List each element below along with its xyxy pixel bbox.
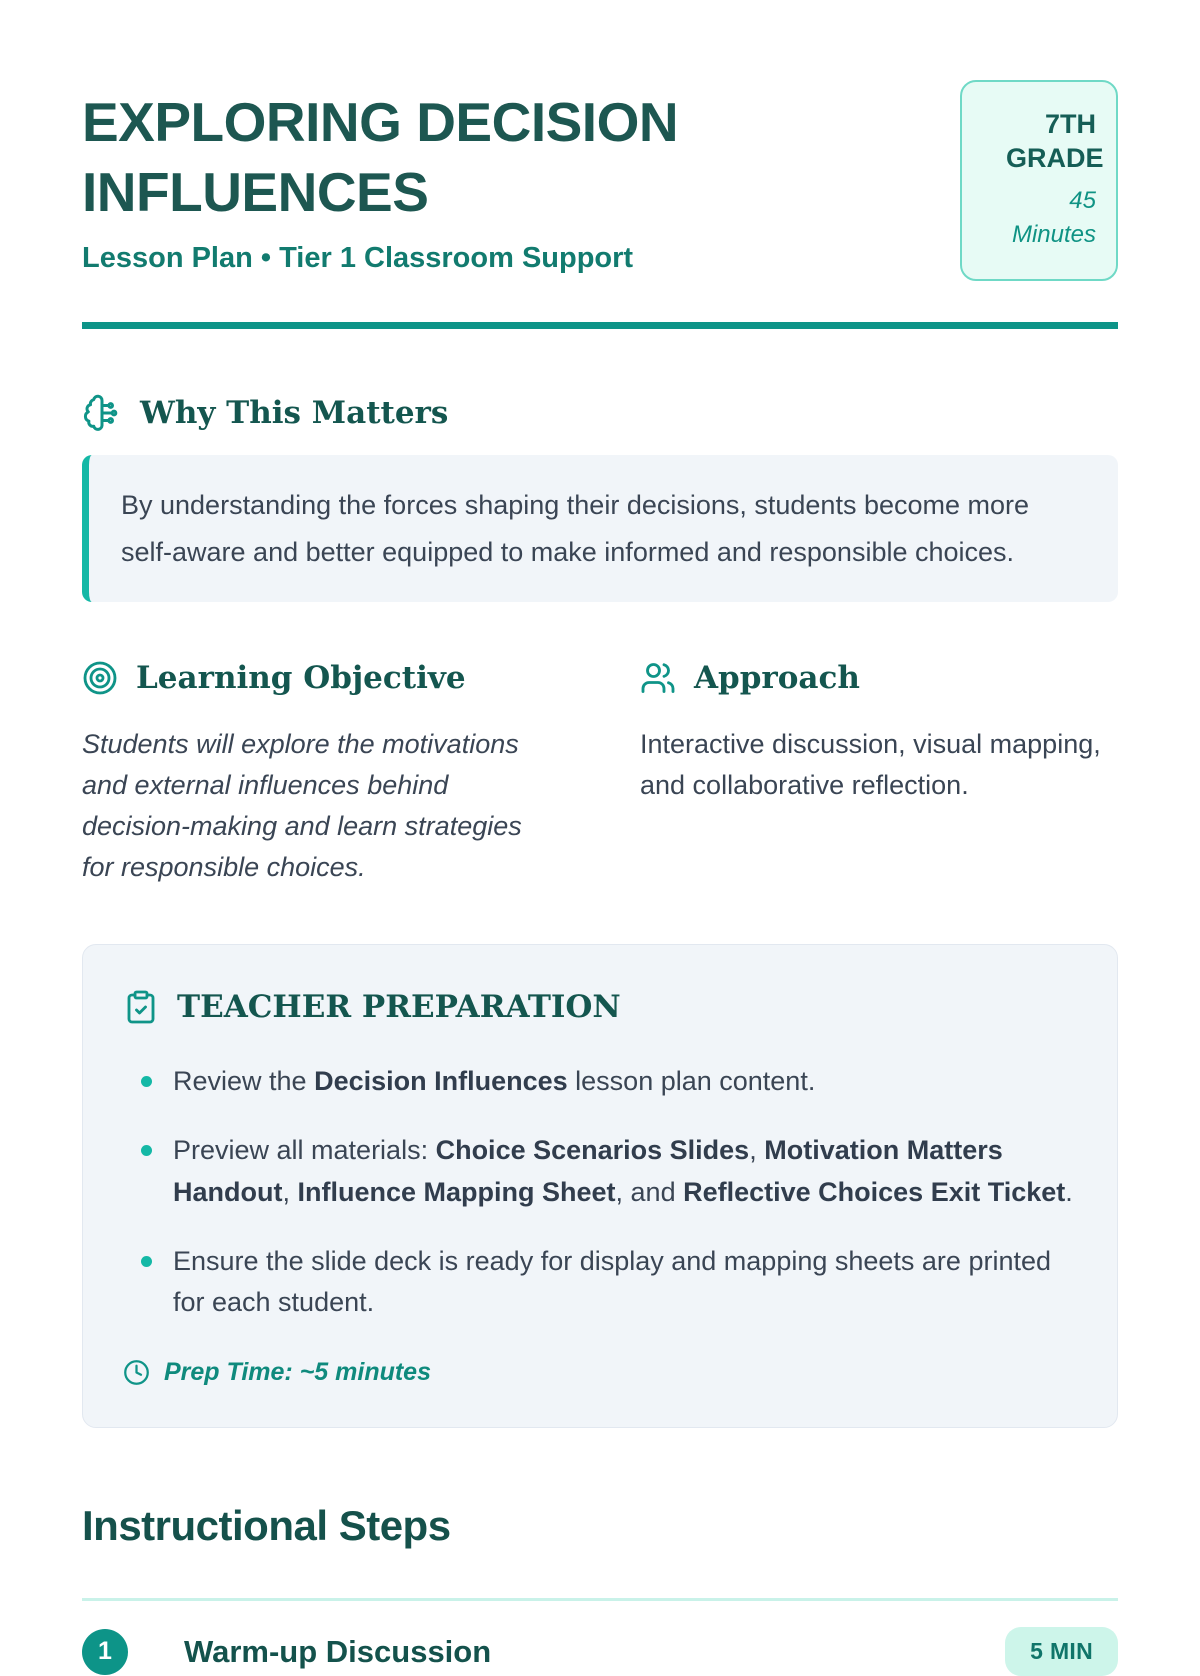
bullet-text-bold: Influence Mapping Sheet [297,1176,616,1207]
objective-heading-row [82,660,560,696]
instructional-steps-heading: Instructional Steps [82,1502,1118,1601]
learning-objective-section [82,660,560,888]
prep-time-text: Prep Time: ~5 minutes [164,1358,431,1387]
why-this-matters-section [82,393,1118,602]
bullet-text: , [282,1176,298,1207]
page-title: EXPLORING DECISION INFLUENCES [82,91,679,223]
clock-icon [123,1359,150,1386]
users-icon [640,660,676,696]
header-divider [82,322,1118,329]
list-item [123,1241,1077,1325]
bullet-text-bold: Motivation Matters Handout [173,1134,1003,1207]
bullet-text: , [749,1134,765,1165]
why-quote-box: By understanding the forces shaping their decisions, students become more self-aware and better equipped to make informed and responsible choices. [82,455,1118,602]
grade-duration-badge [960,80,1118,281]
bullet-text: Ensure the slide deck is ready for display and mapping sheets are printed for each student. [173,1245,1052,1318]
preparation-heading: TEACHER PREPARATION [177,989,621,1026]
header [82,88,1118,281]
step-title: Warm-up Discussion [184,1633,492,1669]
step-duration-badge: 5 MIN [1005,1627,1118,1676]
why-heading-row [82,393,1118,433]
bullet-text: Review the [173,1066,315,1097]
bullet-text-bold: Reflective Choices Exit Ticket [683,1176,1066,1207]
title-block [82,88,922,275]
preparation-heading-row [123,989,1077,1025]
bullet-text: Preview all materials: [173,1134,436,1165]
approach-text: Interactive discussion, visual mapping, and collaborative reflection. [640,728,1101,800]
list-item [123,1130,1077,1214]
duration-label: 45 Minutes [1011,186,1096,249]
objective-heading: Learning Objective [136,659,466,696]
approach-heading: Approach [694,659,860,696]
why-heading: Why This Matters [140,395,449,432]
grade-label: 7TH GRADE [1006,109,1104,173]
bullet-text: lesson plan content. [567,1066,816,1097]
step-row-1 [82,1627,1118,1676]
prep-time-row [123,1358,1077,1387]
bullet-text: . [1065,1176,1073,1207]
approach-section [640,660,1118,888]
clipboard-check-icon [123,989,159,1025]
bullet-text: , and [615,1176,684,1207]
page-subtitle: Lesson Plan • Tier 1 Classroom Support [82,241,634,274]
objective-text: Students will explore the motivations and external influences behind decision-making and learn strategies for responsible choices. [82,728,522,883]
bullet-text-bold: Decision Influences [314,1066,568,1097]
objective-approach-row [82,660,1118,888]
bullet-text-bold: Choice Scenarios Slides [435,1134,750,1165]
target-icon [82,660,118,696]
brain-circuit-icon [82,393,122,433]
step-number-badge: 1 [82,1629,128,1675]
preparation-list [123,1061,1077,1324]
teacher-preparation-box [82,944,1118,1428]
approach-heading-row [640,660,1118,696]
list-item [123,1061,1077,1103]
